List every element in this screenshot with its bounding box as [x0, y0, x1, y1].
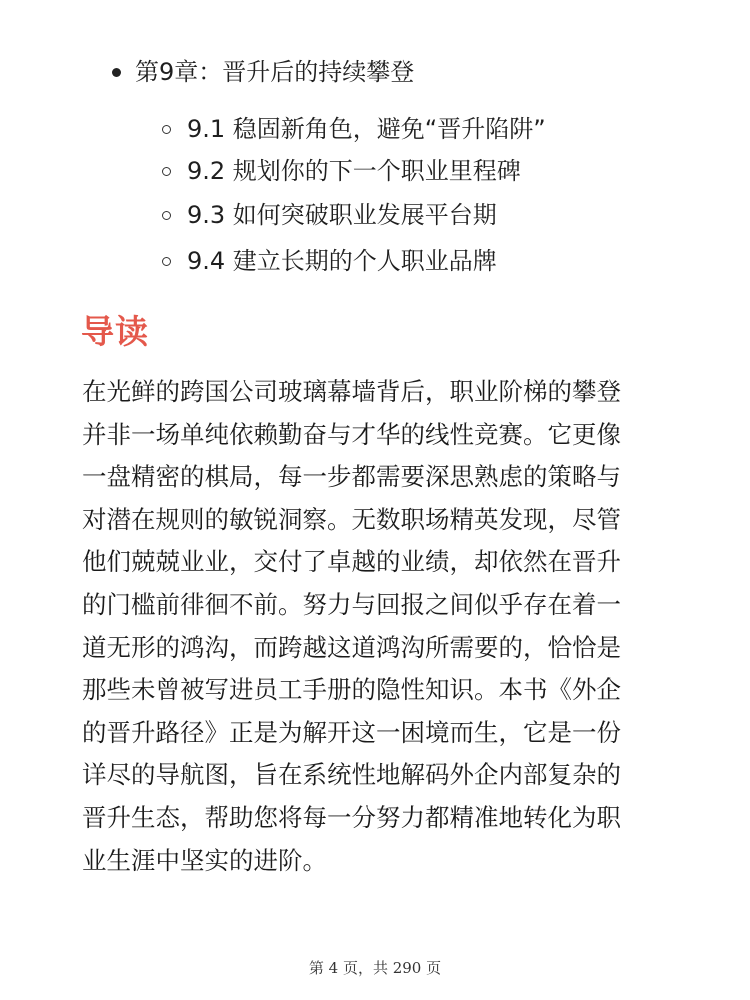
- bullet-circle-icon: [162, 167, 171, 176]
- bullet-circle-icon: [162, 211, 171, 220]
- paragraph-line: 并非一场单纯依赖勤奋与才华的线性竞赛。它更像: [82, 419, 621, 449]
- paragraph-line: 晋升生态，帮助您将每一分努力都精准地转化为职: [82, 802, 621, 832]
- paragraph-line: 道无形的鸿沟，而跨越这道鸿沟所需要的，恰恰是: [82, 632, 621, 662]
- toc-chapter-title: 第9章：晋升后的持续攀登: [135, 58, 415, 86]
- toc-section-item: [162, 241, 497, 281]
- page-number: 第 4 页，共 290 页: [308, 959, 442, 977]
- paragraph-line: 他们兢兢业业，交付了卓越的业绩，却依然在晋升: [82, 547, 621, 577]
- paragraph-line: 那些未曾被写进员工手册的隐性知识。本书《外企: [82, 675, 621, 705]
- toc-section-title: 9.3 如何突破职业发展平台期: [187, 201, 497, 229]
- section-heading: 导读: [81, 312, 149, 351]
- toc-section-item: [162, 195, 497, 235]
- bullet-circle-icon: [162, 257, 171, 266]
- paragraph-line: 详尽的导航图，旨在系统性地解码外企内部复杂的: [82, 760, 621, 790]
- paragraph-line: 对潜在规则的敏锐洞察。无数职场精英发现，尽管: [82, 504, 621, 534]
- toc-section-title: 9.2 规划你的下一个职业里程碑: [187, 157, 521, 185]
- toc-section-item: [162, 109, 546, 149]
- paragraph-line: 的晋升路径》正是为解开这一困境而生，它是一份: [82, 717, 621, 747]
- bullet-disc-icon: [112, 68, 121, 77]
- paragraph-line: 业生涯中坚实的进阶。: [82, 845, 327, 875]
- paragraph-line: 在光鲜的跨国公司玻璃幕墙背后，职业阶梯的攀登: [82, 377, 621, 406]
- toc-section-title: 9.4 建立长期的个人职业品牌: [187, 247, 497, 275]
- bullet-circle-icon: [162, 125, 171, 134]
- toc-chapter-item: [112, 52, 414, 92]
- paragraph-line: 的门槛前徘徊不前。努力与回报之间似乎存在着一: [82, 589, 621, 619]
- paragraph-line: 一盘精密的棋局，每一步都需要深思熟虑的策略与: [82, 462, 621, 492]
- toc-section-title: 9.1 稳固新角色，避免“晋升陷阱”: [187, 115, 546, 143]
- intro-paragraph: [82, 371, 672, 882]
- toc-section-item: [162, 151, 521, 191]
